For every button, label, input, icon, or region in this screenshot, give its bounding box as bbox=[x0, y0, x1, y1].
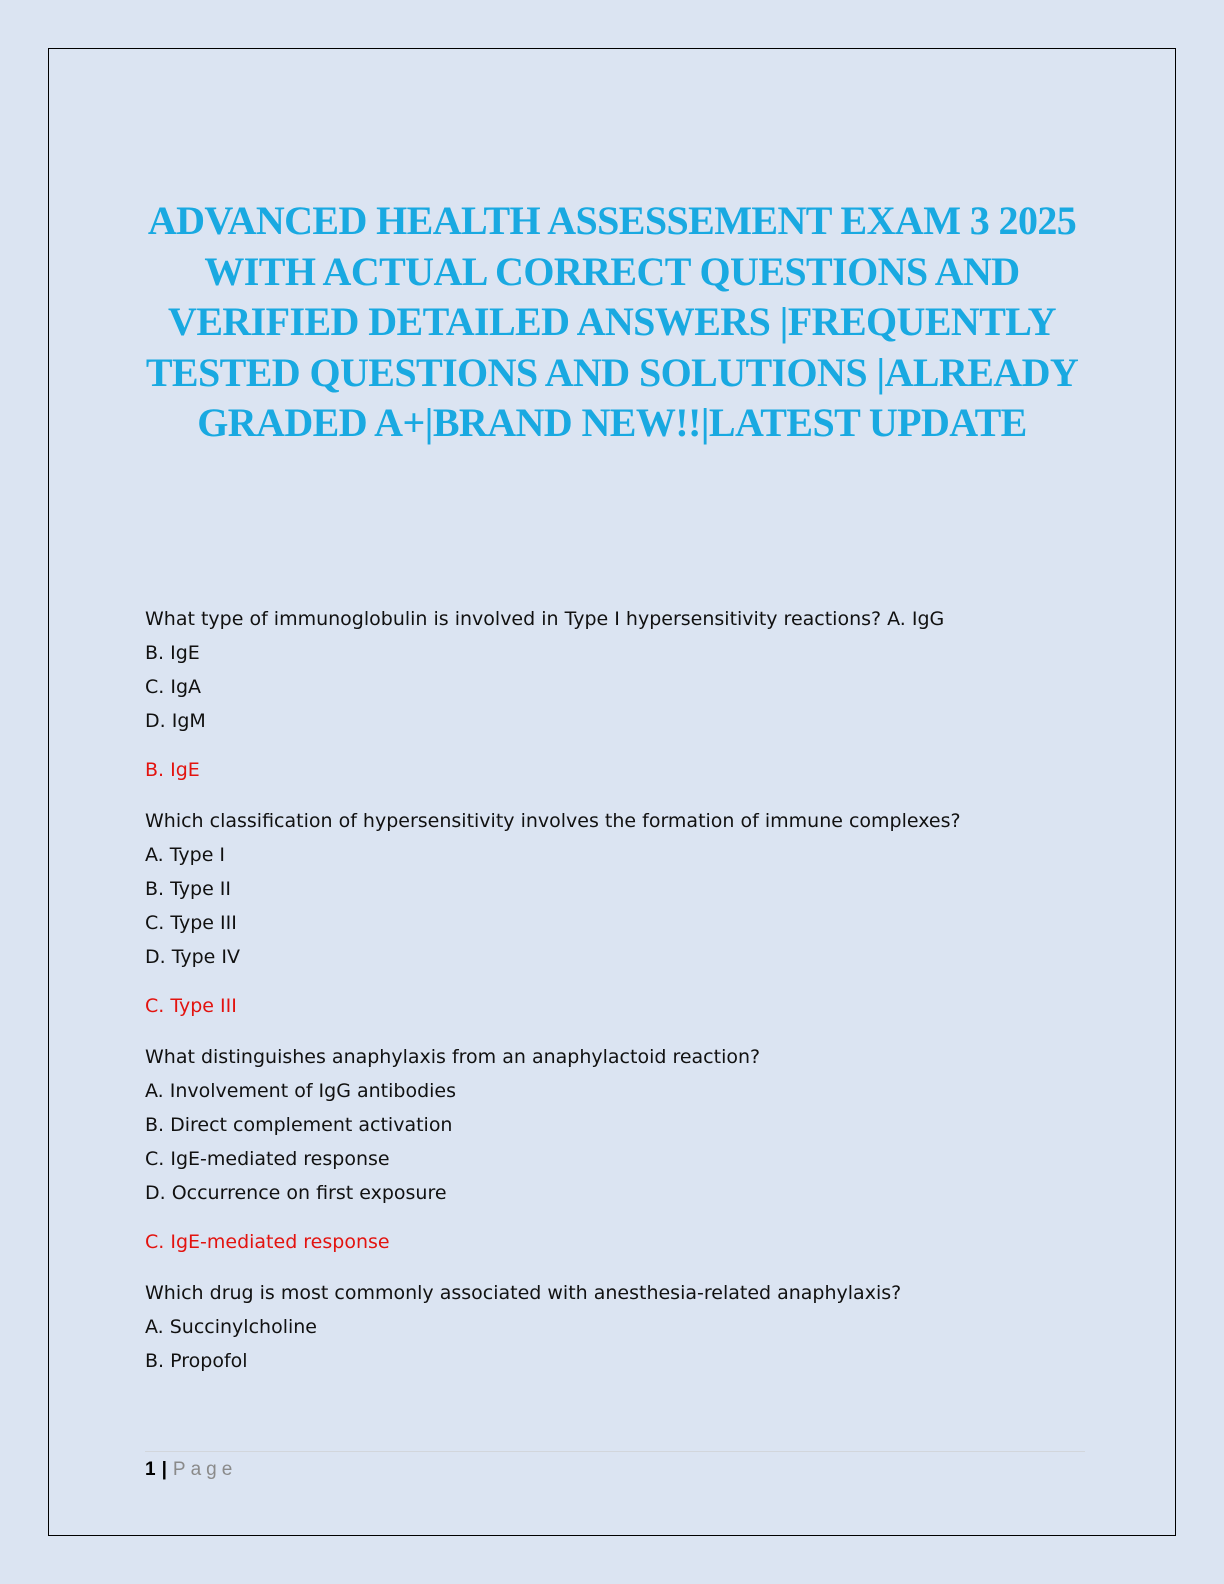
page-number: 1 bbox=[145, 1459, 156, 1480]
question-2 bbox=[145, 804, 1085, 1023]
option: B. Type II bbox=[145, 878, 232, 900]
option: C. IgE-mediated response bbox=[145, 1148, 390, 1170]
question-stem: Which classification of hypersensitivity involves the formation of immune complexes? bbox=[145, 810, 961, 832]
option: A. Succinylcholine bbox=[145, 1316, 317, 1338]
option: D. IgM bbox=[145, 710, 206, 732]
page-footer bbox=[145, 1458, 237, 1482]
option: B. IgE bbox=[145, 642, 200, 664]
question-stem: Which drug is most commonly associated with anesthesia-related anaphylaxis? bbox=[145, 1282, 902, 1304]
question-1 bbox=[145, 602, 1085, 787]
option: A. Involvement of IgG antibodies bbox=[145, 1080, 457, 1102]
correct-answer: B. IgE bbox=[145, 759, 200, 781]
page-label: Page bbox=[172, 1459, 238, 1480]
option: D. Type IV bbox=[145, 946, 240, 968]
correct-answer: C. IgE-mediated response bbox=[145, 1231, 390, 1253]
question-stem: What type of immunoglobulin is involved in Type I hypersensitivity reactions? A. IgG bbox=[145, 608, 945, 630]
option: A. Type I bbox=[145, 844, 226, 866]
document-title: ADVANCED HEALTH ASSESSEMENT EXAM 3 2025 WITH ACTUAL CORRECT QUESTIONS AND VERIFIED DETAILED ANSWERS |FREQUENTLY TESTED QUESTIONS AND SOLUTIONS |ALREADY GRADED A+|BRAND NEW!!|LATEST UPDATE bbox=[145, 198, 1079, 445]
question-stem: What distinguishes anaphylaxis from an anaphylactoid reaction? bbox=[145, 1046, 761, 1068]
question-list bbox=[145, 602, 1085, 1395]
question-4 bbox=[145, 1276, 1085, 1378]
option: C. IgA bbox=[145, 676, 202, 698]
option: B. Direct complement activation bbox=[145, 1114, 453, 1136]
correct-answer: C. Type III bbox=[145, 995, 237, 1017]
question-3 bbox=[145, 1040, 1085, 1259]
option: D. Occurrence on first exposure bbox=[145, 1182, 447, 1204]
option: C. Type III bbox=[145, 912, 237, 934]
option: B. Propofol bbox=[145, 1350, 248, 1372]
footer-separator: | bbox=[161, 1459, 167, 1480]
footer-divider bbox=[145, 1451, 1085, 1452]
